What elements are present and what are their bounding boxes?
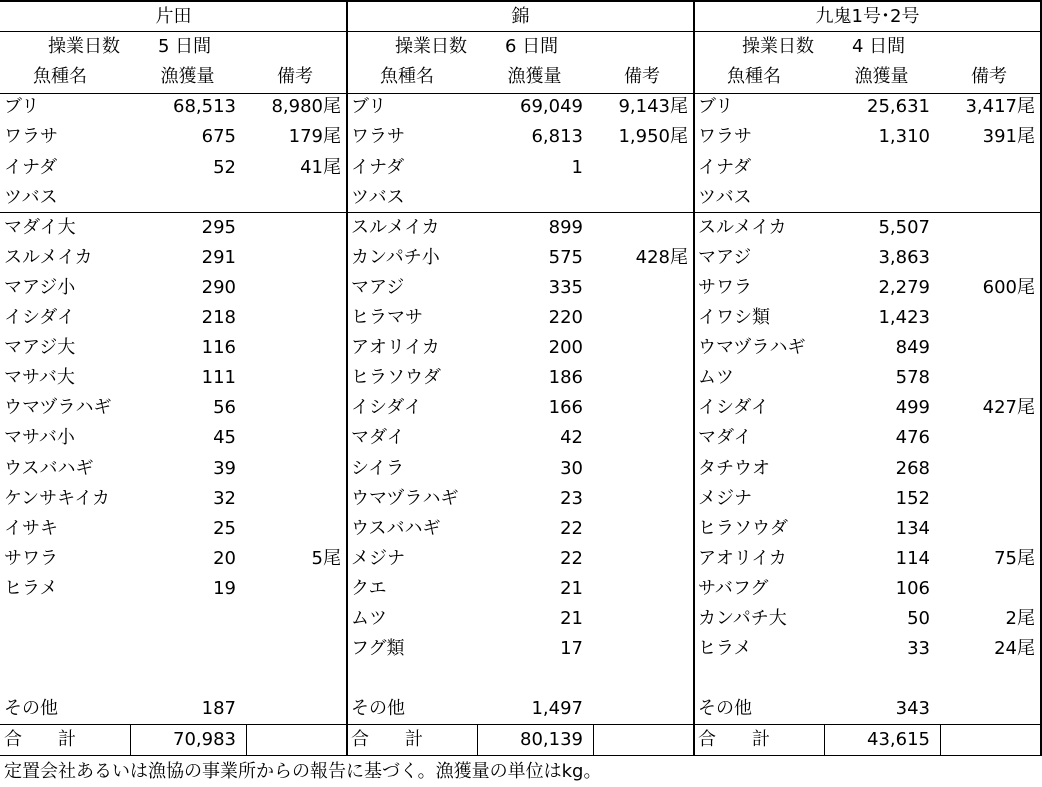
catch-quantity: 268 xyxy=(895,457,930,479)
note-value xyxy=(588,393,688,423)
catch-quantity: 5,507 xyxy=(878,216,930,238)
note-value xyxy=(588,604,688,634)
note-value xyxy=(935,213,1035,243)
catch-quantity: 68,513 xyxy=(173,96,236,118)
catch-quantity: 200 xyxy=(548,337,583,359)
catch-quantity: 152 xyxy=(895,487,930,509)
catch-quantity: 291 xyxy=(201,246,236,268)
note-value xyxy=(588,544,688,574)
species-name: サバフグ xyxy=(698,577,769,599)
note-value: 427尾 xyxy=(982,397,1035,419)
species-name: ケンサキイカ xyxy=(4,487,110,509)
operating-days-value: 4 日間 xyxy=(852,36,906,58)
catch-quantity: 111 xyxy=(201,367,236,389)
note-value: 8,980尾 xyxy=(271,96,341,118)
col-header-species: 魚種名 xyxy=(380,66,434,88)
catch-quantity: 21 xyxy=(560,577,583,599)
catch-quantity xyxy=(820,153,930,183)
species-name: シイラ xyxy=(351,457,405,479)
other-species-quantity: 187 xyxy=(201,698,236,720)
catch-quantity xyxy=(820,183,930,213)
operating-days-label: 操業日数 xyxy=(395,36,467,58)
species-name: マアジ小 xyxy=(4,276,76,298)
note-value xyxy=(935,153,1035,183)
catch-quantity xyxy=(473,183,583,213)
species-name: ムツ xyxy=(351,608,387,629)
note-value: 41尾 xyxy=(300,156,341,178)
other-species-label: その他 xyxy=(4,698,58,720)
species-name: クエ xyxy=(351,577,387,599)
total-divider xyxy=(477,724,478,756)
total-quantity: 43,615 xyxy=(867,729,930,751)
note-value xyxy=(241,303,341,333)
catch-quantity: 52 xyxy=(213,156,236,178)
total-rule xyxy=(0,724,1042,725)
catch-quantity: 6,813 xyxy=(531,126,583,148)
catch-quantity: 56 xyxy=(213,397,236,419)
note-value: 5尾 xyxy=(311,547,341,569)
note-value: 428尾 xyxy=(635,246,688,268)
species-name: ウスバハギ xyxy=(351,517,441,539)
operating-days-value: 6 日間 xyxy=(505,36,559,58)
catch-quantity: 134 xyxy=(895,517,930,539)
species-name: ワラサ xyxy=(351,126,405,148)
note-value: 2尾 xyxy=(1005,608,1035,629)
catch-quantity: 1,423 xyxy=(878,307,930,328)
catch-quantity: 578 xyxy=(895,367,930,389)
footer-note: 定置会社あるいは漁協の事業所からの報告に基づく。漁獲量の単位はkg。 xyxy=(4,761,602,782)
species-name: ヒラマサ xyxy=(351,307,423,328)
note-value xyxy=(241,484,341,514)
species-name: イナダ xyxy=(698,156,752,178)
catch-quantity: 335 xyxy=(548,276,583,298)
note-value xyxy=(241,243,341,273)
title-rule xyxy=(0,31,1042,32)
note-value xyxy=(241,273,341,303)
header-rule xyxy=(0,93,1042,94)
species-name: ワラサ xyxy=(698,126,752,148)
catch-quantity: 25 xyxy=(213,517,236,539)
note-value xyxy=(588,153,688,183)
total-label: 合 計 xyxy=(351,729,423,751)
total-label: 合 計 xyxy=(698,729,770,751)
species-name: カンパチ小 xyxy=(351,246,440,268)
species-name: ムツ xyxy=(698,367,734,389)
species-name: マアジ大 xyxy=(4,337,76,359)
note-value xyxy=(935,243,1035,273)
species-name: ヒラメ xyxy=(698,638,752,660)
catch-quantity: 69,049 xyxy=(520,96,583,118)
note-value xyxy=(241,574,341,604)
species-name: マアジ xyxy=(698,246,752,268)
catch-quantity: 50 xyxy=(907,608,930,629)
note-value xyxy=(241,454,341,484)
note-value xyxy=(935,454,1035,484)
species-name: マダイ xyxy=(351,427,405,449)
species-name: イナダ xyxy=(4,156,58,178)
note-value xyxy=(588,484,688,514)
note-value xyxy=(588,574,688,604)
note-value xyxy=(588,183,688,213)
vessel-name: 九鬼1号･2号 xyxy=(815,6,920,27)
operating-days-label: 操業日数 xyxy=(742,36,814,58)
species-name: イシダイ xyxy=(351,397,422,419)
species-name: イシダイ xyxy=(698,397,769,419)
note-value xyxy=(241,333,341,363)
note-value: 179尾 xyxy=(288,126,341,148)
species-name: イシダイ xyxy=(4,307,75,328)
species-name: ヒラソウダ xyxy=(351,367,441,389)
note-value: 9,143尾 xyxy=(618,96,688,118)
total-divider xyxy=(593,724,594,756)
note-value: 75尾 xyxy=(994,547,1035,569)
catch-quantity: 114 xyxy=(895,547,930,569)
catch-quantity: 39 xyxy=(213,457,236,479)
catch-quantity: 218 xyxy=(201,307,236,328)
species-name: マダイ大 xyxy=(4,216,76,238)
catch-quantity: 899 xyxy=(548,216,583,238)
species-name: ヒラソウダ xyxy=(698,517,788,539)
note-value xyxy=(241,514,341,544)
catch-quantity: 166 xyxy=(548,397,583,419)
note-value xyxy=(588,454,688,484)
catch-quantity: 295 xyxy=(201,216,236,238)
col-header-quantity: 漁獲量 xyxy=(507,66,562,88)
species-name: マサバ小 xyxy=(4,427,75,449)
catch-quantity: 20 xyxy=(213,547,236,569)
note-value xyxy=(935,303,1035,333)
note-value xyxy=(588,423,688,453)
catch-quantity: 290 xyxy=(201,276,236,298)
note-value xyxy=(935,574,1035,604)
species-name: スルメイカ xyxy=(351,216,440,238)
species-name: イワシ類 xyxy=(698,307,770,328)
section-divider xyxy=(693,0,695,756)
note-value: 3,417尾 xyxy=(965,96,1035,118)
note-value xyxy=(588,273,688,303)
other-species-quantity: 343 xyxy=(895,698,930,720)
note-value xyxy=(935,423,1035,453)
section-divider xyxy=(346,0,348,756)
note-value xyxy=(241,183,341,213)
note-value xyxy=(588,303,688,333)
catch-quantity: 33 xyxy=(907,638,930,660)
catch-quantity: 499 xyxy=(895,397,930,419)
catch-quantity: 32 xyxy=(213,487,236,509)
species-name: ツバス xyxy=(698,186,752,208)
catch-quantity: 1 xyxy=(571,156,583,178)
bottom-rule xyxy=(0,755,1042,756)
species-name: マアジ xyxy=(351,276,405,298)
note-value: 24尾 xyxy=(994,638,1035,660)
species-name: ウマヅラハギ xyxy=(351,487,459,509)
catch-quantity: 3,863 xyxy=(878,246,930,268)
note-value xyxy=(935,514,1035,544)
catch-quantity: 1,310 xyxy=(878,126,930,148)
species-name: アオリイカ xyxy=(351,337,440,359)
catch-quantity: 2,279 xyxy=(878,276,930,298)
note-value: 391尾 xyxy=(982,126,1035,148)
catch-quantity: 22 xyxy=(560,547,583,569)
species-name: ブリ xyxy=(4,96,40,118)
col-header-note: 備考 xyxy=(971,66,1007,88)
catch-quantity: 849 xyxy=(895,337,930,359)
note-value: 1,950尾 xyxy=(618,126,688,148)
note-value xyxy=(241,393,341,423)
vessel-block xyxy=(0,0,347,756)
species-name: マダイ xyxy=(698,427,752,449)
note-value xyxy=(935,183,1035,213)
note-value xyxy=(588,514,688,544)
col-header-species: 魚種名 xyxy=(727,66,781,88)
col-header-note: 備考 xyxy=(624,66,660,88)
operating-days-value: 5 日間 xyxy=(158,36,212,58)
group-rule xyxy=(0,212,1042,213)
note-value xyxy=(588,634,688,664)
species-name: サワラ xyxy=(698,276,752,298)
catch-quantity: 25,631 xyxy=(867,96,930,118)
species-name: タチウオ xyxy=(698,457,770,479)
other-species-label: その他 xyxy=(351,698,405,720)
catch-quantity: 42 xyxy=(560,427,583,449)
species-name: マサバ大 xyxy=(4,367,75,389)
species-name: スルメイカ xyxy=(4,246,93,268)
catch-quantity: 675 xyxy=(201,126,236,148)
catch-quantity: 19 xyxy=(213,577,236,599)
species-name: スルメイカ xyxy=(698,216,787,238)
note-value xyxy=(588,213,688,243)
vessel-name: 片田 xyxy=(155,6,192,27)
catch-quantity: 116 xyxy=(201,337,236,359)
catch-quantity xyxy=(126,183,236,213)
species-name: イサキ xyxy=(4,517,58,539)
catch-quantity: 106 xyxy=(895,577,930,599)
other-species-quantity: 1,497 xyxy=(531,698,583,720)
catch-quantity: 17 xyxy=(560,638,583,660)
note-value xyxy=(935,363,1035,393)
catch-quantity: 30 xyxy=(560,457,583,479)
vessel-block xyxy=(694,0,1041,756)
total-divider xyxy=(246,724,247,756)
catch-quantity: 23 xyxy=(560,487,583,509)
species-name: ウマヅラハギ xyxy=(698,337,806,359)
catch-quantity: 45 xyxy=(213,427,236,449)
species-name: サワラ xyxy=(4,547,58,569)
species-name: ウマヅラハギ xyxy=(4,397,112,419)
note-value xyxy=(935,484,1035,514)
note-value xyxy=(588,333,688,363)
species-name: イナダ xyxy=(351,156,405,178)
species-name: ウスバハギ xyxy=(4,457,94,479)
note-value xyxy=(935,333,1035,363)
species-name: カンパチ大 xyxy=(698,608,787,629)
vessel-block xyxy=(347,0,694,756)
note-value xyxy=(241,423,341,453)
col-header-species: 魚種名 xyxy=(33,66,87,88)
catch-quantity: 21 xyxy=(560,608,583,629)
species-name: ブリ xyxy=(351,96,387,118)
other-species-label: その他 xyxy=(698,698,752,720)
col-header-quantity: 漁獲量 xyxy=(854,66,909,88)
species-name: ツバス xyxy=(4,186,58,208)
catch-quantity: 575 xyxy=(548,246,583,268)
operating-days-label: 操業日数 xyxy=(48,36,120,58)
col-header-note: 備考 xyxy=(277,66,313,88)
species-name: ワラサ xyxy=(4,126,58,148)
species-name: メジナ xyxy=(698,487,752,509)
note-value: 600尾 xyxy=(982,276,1035,298)
vessel-name: 錦 xyxy=(511,6,530,27)
total-divider xyxy=(130,724,131,756)
total-divider xyxy=(824,724,825,756)
col-header-quantity: 漁獲量 xyxy=(160,66,215,88)
total-quantity: 70,983 xyxy=(173,729,236,751)
species-name: ツバス xyxy=(351,186,405,208)
note-value xyxy=(241,213,341,243)
note-value xyxy=(588,363,688,393)
species-name: ブリ xyxy=(698,96,734,118)
species-name: アオリイカ xyxy=(698,547,787,569)
catch-quantity: 476 xyxy=(895,427,930,449)
catch-quantity: 220 xyxy=(548,307,583,328)
species-name: メジナ xyxy=(351,547,405,569)
species-name: フグ類 xyxy=(351,638,405,660)
species-name: ヒラメ xyxy=(4,577,58,599)
total-quantity: 80,139 xyxy=(520,729,583,751)
total-label: 合 計 xyxy=(4,729,76,751)
note-value xyxy=(241,363,341,393)
catch-quantity: 22 xyxy=(560,517,583,539)
total-divider xyxy=(940,724,941,756)
catch-quantity: 186 xyxy=(548,367,583,389)
